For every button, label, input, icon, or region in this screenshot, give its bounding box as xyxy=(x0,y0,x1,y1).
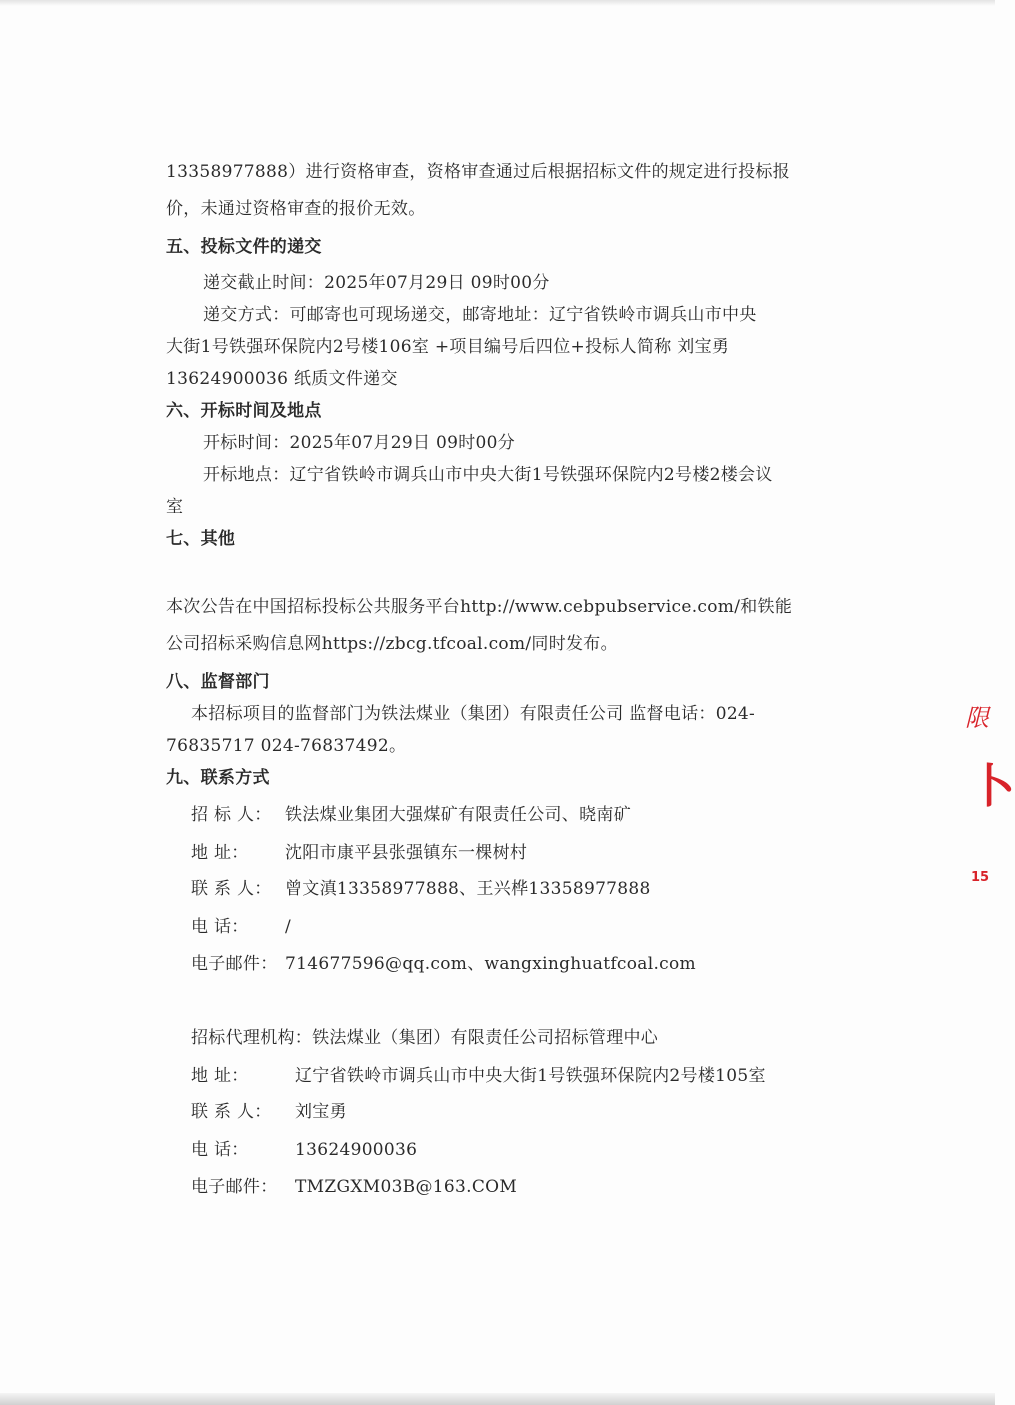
section-heading-6: 六、开标时间及地点 xyxy=(166,401,322,421)
section-heading-5: 五、投标文件的递交 xyxy=(166,237,322,257)
field-value: / xyxy=(285,917,292,937)
agency-email xyxy=(191,1176,517,1198)
field-label: 地 址： xyxy=(191,1066,249,1086)
field-value: 13624900036 xyxy=(295,1140,418,1160)
tenderer-address xyxy=(191,842,527,864)
red-seal-stamp xyxy=(955,690,1015,900)
tenderer-email xyxy=(191,953,696,975)
field-value: 曾文滇13358977888、王兴桦13358977888 xyxy=(285,879,651,899)
field-label: 电子邮件： xyxy=(191,954,278,974)
submission-method-line: 大街1号铁强环保院内2号楼106室 +项目编号后四位+投标人简称 刘宝勇 xyxy=(166,337,730,357)
field-value: 刘宝勇 xyxy=(295,1102,347,1122)
tenderer-phone xyxy=(191,916,291,938)
submission-method-line: 13624900036 纸质文件递交 xyxy=(166,369,398,389)
stamp-digits: 15 xyxy=(971,870,990,885)
field-value: 沈阳市康平县张强镇东一棵树村 xyxy=(285,843,528,863)
tenderer-contact xyxy=(191,878,651,900)
field-label: 地 址： xyxy=(191,843,249,863)
notice-line: 本次公告在中国招标投标公共服务平台http://www.cebpubservice.com/和铁能 xyxy=(166,597,793,617)
field-label: 电 话： xyxy=(191,1140,249,1160)
stamp-char: 限 xyxy=(965,704,989,732)
agency-phone xyxy=(191,1139,417,1161)
field-label: 联 系 人： xyxy=(191,879,272,899)
field-value: TMZGXM03B@163.COM xyxy=(295,1177,518,1197)
notice-line: 公司招标采购信息网https://zbcg.tfcoal.com/同时发布。 xyxy=(166,634,618,654)
field-value: 铁法煤业集团大强煤矿有限责任公司、晓南矿 xyxy=(285,805,631,825)
field-label: 电 话： xyxy=(191,917,249,937)
field-value: 辽宁省铁岭市调兵山市中央大街1号铁强环保院内2号楼105室 xyxy=(295,1066,766,1086)
agency-name: 招标代理机构：铁法煤业（集团）有限责任公司招标管理中心 xyxy=(191,1028,659,1048)
section-heading-9: 九、联系方式 xyxy=(166,768,270,788)
opening-place-line: 室 xyxy=(166,497,184,517)
supervision-line: 本招标项目的监督部门为铁法煤业（集团）有限责任公司 监督电话：024- xyxy=(191,704,756,724)
submission-method-line: 递交方式：可邮寄也可现场递交，邮寄地址：辽宁省铁岭市调兵山市中央 xyxy=(203,305,757,325)
paragraph-line: 13358977888）进行资格审查，资格审查通过后根据招标文件的规定进行投标报 xyxy=(166,162,790,182)
paragraph-line: 价，未通过资格审查的报价无效。 xyxy=(166,199,426,219)
field-value: 714677596@qq.com、wangxinghuatfcoal.com xyxy=(285,954,696,974)
field-label: 招 标 人： xyxy=(191,805,272,825)
supervision-line: 76835717 024-76837492。 xyxy=(166,736,407,756)
field-label: 联 系 人： xyxy=(191,1102,272,1122)
section-heading-7: 七、其他 xyxy=(166,529,236,549)
submission-deadline: 递交截止时间：2025年07月29日 09时00分 xyxy=(203,273,550,293)
agency-address xyxy=(191,1065,766,1087)
opening-place-line: 开标地点：辽宁省铁岭市调兵山市中央大街1号铁强环保院内2号楼2楼会议 xyxy=(203,465,773,485)
section-heading-8: 八、监督部门 xyxy=(166,672,270,692)
scan-edge-top xyxy=(0,0,995,6)
opening-time: 开标时间：2025年07月29日 09时00分 xyxy=(203,433,516,453)
agency-contact xyxy=(191,1101,347,1123)
field-label: 电子邮件： xyxy=(191,1177,278,1197)
scan-edge-bottom xyxy=(0,1393,995,1405)
tenderer-name xyxy=(191,804,631,826)
stamp-char: 卜 xyxy=(969,759,1015,813)
